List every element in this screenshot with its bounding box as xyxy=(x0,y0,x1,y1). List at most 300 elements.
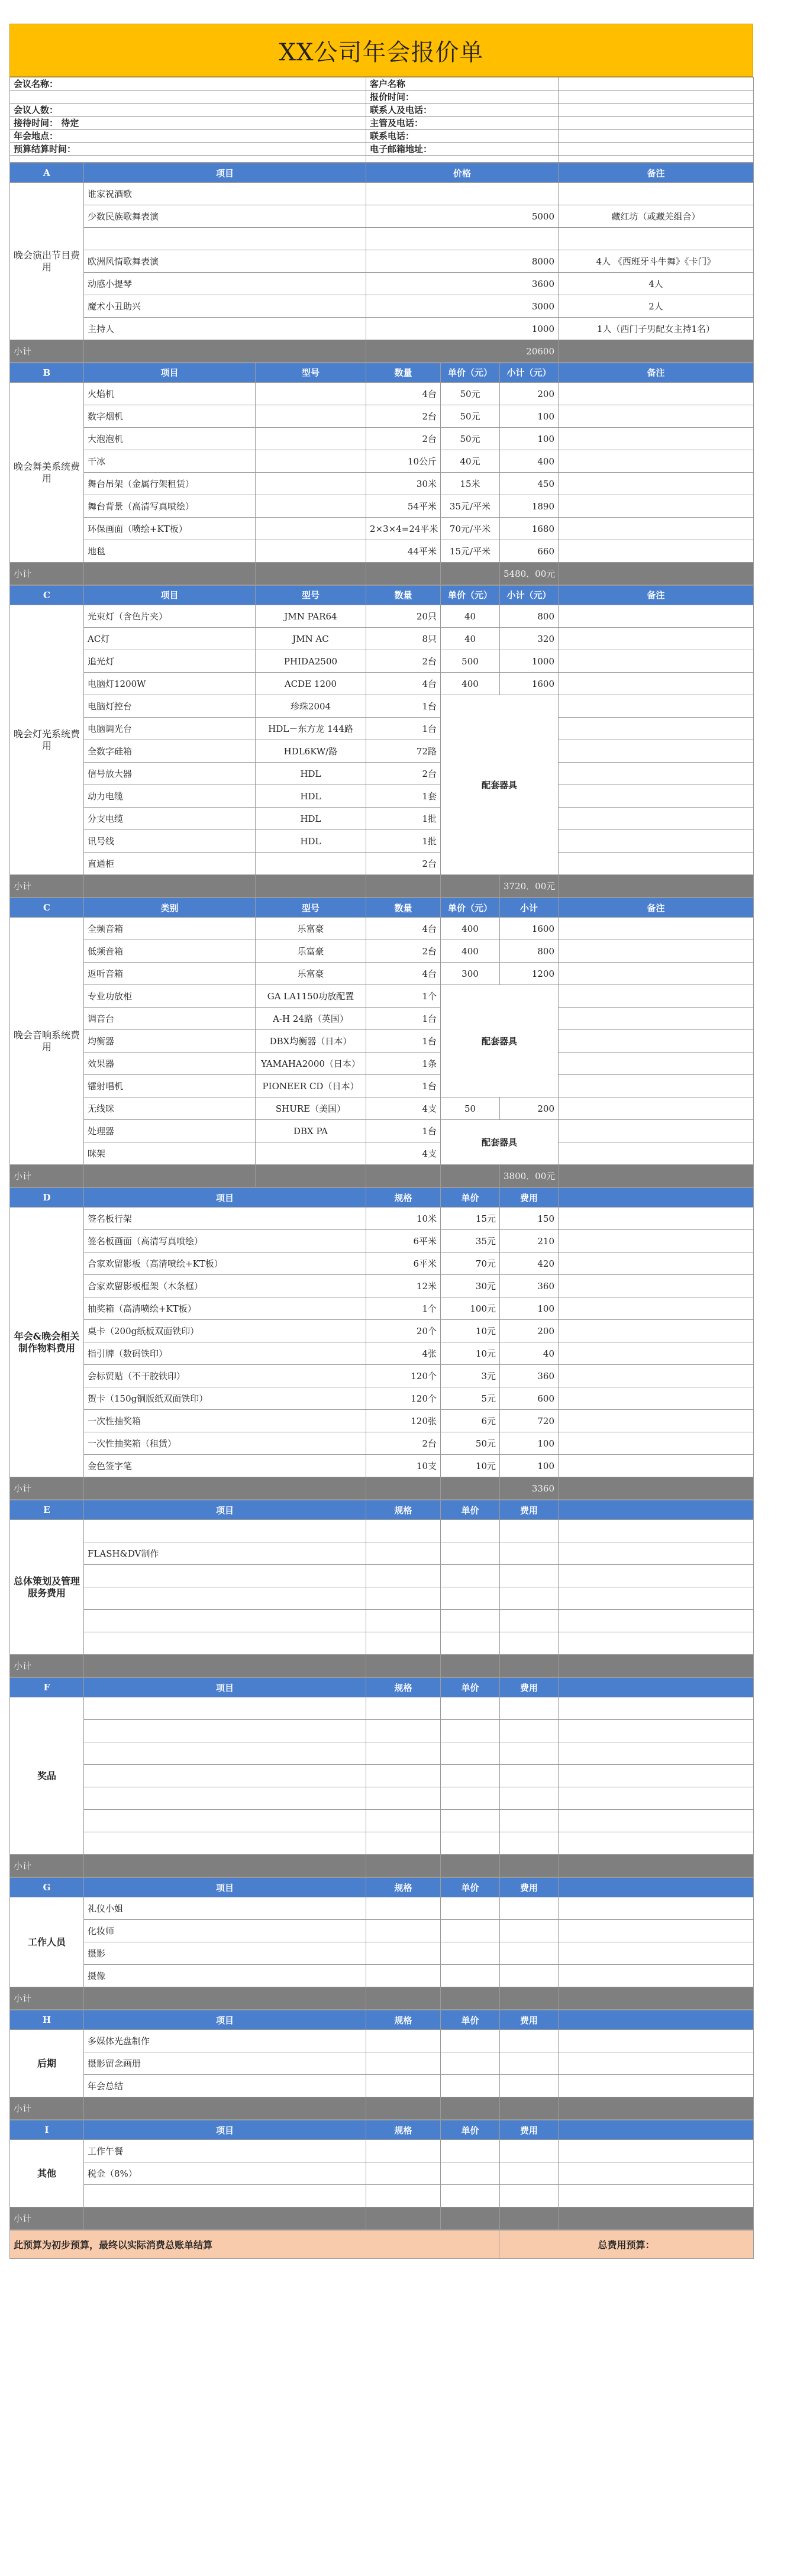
section-code: F xyxy=(10,1678,84,1697)
item-model: GA LA1150功放配置 xyxy=(256,985,366,1008)
item-note xyxy=(559,785,754,808)
col-header xyxy=(559,1678,754,1697)
item-model: 珍珠2004 xyxy=(256,695,366,718)
cell xyxy=(559,1855,754,1877)
col-header: 型号 xyxy=(256,898,366,918)
col-header: 类别 xyxy=(84,898,256,918)
table-row xyxy=(10,405,754,428)
item-spec xyxy=(366,1565,441,1587)
col-header: 数量 xyxy=(366,363,441,383)
subtotal-label: 小计 xyxy=(10,1477,84,1500)
item-cost: 360 xyxy=(500,1275,559,1297)
cell xyxy=(559,1742,754,1765)
item-spec: 120个 xyxy=(366,1387,441,1410)
item-spec xyxy=(366,1697,441,1720)
section-code: I xyxy=(10,2120,84,2140)
col-header: 规格 xyxy=(366,2120,441,2140)
table-row xyxy=(10,1897,754,1920)
info-row xyxy=(10,130,754,143)
item-spec xyxy=(366,2075,441,2097)
col-header: 备注 xyxy=(559,898,754,918)
item-name: 讯号线 xyxy=(84,830,256,853)
item-qty: 1台 xyxy=(366,718,441,740)
group-label: 晚会演出节目费用 xyxy=(10,183,84,340)
cell xyxy=(84,2207,366,2230)
table-row xyxy=(10,1253,754,1275)
subtotal-value: 3360 xyxy=(500,1477,559,1500)
item-name: 年会总结 xyxy=(84,2075,366,2097)
item-price: 5000 xyxy=(366,205,559,228)
item-name: 分支电缆 xyxy=(84,808,256,830)
subtotal-label: 小计 xyxy=(10,563,84,585)
section-code: E xyxy=(10,1500,84,1520)
col-header xyxy=(559,1500,754,1520)
item-note xyxy=(559,963,754,985)
header-row xyxy=(10,1500,754,1520)
section-e-table xyxy=(9,1500,754,1677)
item-spec xyxy=(366,2052,441,2075)
table-row xyxy=(10,1520,754,1542)
subtotal-row xyxy=(10,2207,754,2230)
item-subtotal: 1000 xyxy=(500,650,559,673)
item-note xyxy=(559,1120,754,1142)
item-model: JMN AC xyxy=(256,628,366,650)
item-name: 舞台吊架（金属行架租赁） xyxy=(84,473,256,495)
cell xyxy=(559,1230,754,1253)
table-row xyxy=(10,940,754,963)
item-qty: 4支 xyxy=(366,1142,441,1165)
item-note xyxy=(559,473,754,495)
col-header: 项目 xyxy=(84,1678,366,1697)
table-row xyxy=(10,628,754,650)
table-row xyxy=(10,740,754,763)
item-qty: 1台 xyxy=(366,1008,441,1030)
table-row xyxy=(10,1920,754,1942)
cell xyxy=(559,1587,754,1610)
cell xyxy=(559,1320,754,1342)
info-table xyxy=(9,77,754,163)
item-name: 数字烟机 xyxy=(84,405,256,428)
item-name: 谁家祝酒歌 xyxy=(84,183,366,205)
item-price xyxy=(366,183,559,205)
table-row xyxy=(10,1365,754,1387)
cell xyxy=(84,2097,366,2120)
item-cost xyxy=(500,2162,559,2185)
col-header: 费用 xyxy=(500,2010,559,2030)
table-row xyxy=(10,1632,754,1655)
note-merged: 配套器具 xyxy=(441,1120,559,1165)
item-unit-price xyxy=(441,1965,500,1987)
subtotal-row xyxy=(10,1477,754,1500)
info-row xyxy=(10,104,754,117)
total-label: 总费用预算： xyxy=(499,2230,754,2259)
item-name: 指引牌（数码铁印） xyxy=(84,1342,366,1365)
col-header: 备注 xyxy=(559,586,754,605)
col-header: 规格 xyxy=(366,2010,441,2030)
item-cost: 360 xyxy=(500,1365,559,1387)
group-label: 工作人员 xyxy=(10,1897,84,1987)
item-model xyxy=(256,428,366,450)
item-name: 舞台背景（高清写真喷绘） xyxy=(84,495,256,518)
group-label: 后期 xyxy=(10,2030,84,2097)
info-label: 客户名称 xyxy=(366,78,559,91)
item-name: 电脑灯1200W xyxy=(84,673,256,695)
item-cost: 720 xyxy=(500,1410,559,1432)
item-model: HDL xyxy=(256,763,366,785)
item-unit-price: 3元 xyxy=(441,1365,500,1387)
item-subtotal: 800 xyxy=(500,940,559,963)
info-row xyxy=(10,143,754,156)
cell xyxy=(559,1697,754,1720)
item-spec xyxy=(366,2030,441,2052)
item-unit-price xyxy=(441,2030,500,2052)
col-header: 小计（元） xyxy=(500,363,559,383)
item-unit-price: 70元 xyxy=(441,1253,500,1275)
table-row xyxy=(10,963,754,985)
subtotal-row xyxy=(10,1165,754,1187)
subtotal-label: 小计 xyxy=(10,1165,84,1187)
cell xyxy=(559,563,754,585)
cell xyxy=(559,1655,754,1677)
item-cost xyxy=(500,1742,559,1765)
table-row xyxy=(10,1208,754,1230)
info-value xyxy=(559,91,754,104)
col-header: 费用 xyxy=(500,2120,559,2140)
info-label: 联系电话： xyxy=(366,130,559,143)
cell xyxy=(84,1855,366,1877)
section-code: B xyxy=(10,363,84,383)
item-subtotal: 450 xyxy=(500,473,559,495)
item-cost xyxy=(500,2140,559,2162)
item-name: 抽奖箱（高清喷绘+KT板） xyxy=(84,1297,366,1320)
item-spec: 1个 xyxy=(366,1297,441,1320)
item-cost xyxy=(500,1565,559,1587)
item-note xyxy=(559,383,754,405)
table-row xyxy=(10,205,754,228)
col-header xyxy=(559,1188,754,1208)
table-row xyxy=(10,1075,754,1097)
item-qty: 1台 xyxy=(366,695,441,718)
cell xyxy=(559,1297,754,1320)
item-cost xyxy=(500,1632,559,1655)
item-note xyxy=(559,853,754,875)
table-row xyxy=(10,1565,754,1587)
info-value xyxy=(559,130,754,143)
item-qty: 10公斤 xyxy=(366,450,441,473)
item-model: HDL6KW/路 xyxy=(256,740,366,763)
item-unit-price xyxy=(441,1542,500,1565)
item-unit-price: 5元 xyxy=(441,1387,500,1410)
item-name: 电脑灯控台 xyxy=(84,695,256,718)
cell xyxy=(256,1165,366,1187)
subtotal-value: 3800．00元 xyxy=(500,1165,559,1187)
table-row xyxy=(10,383,754,405)
table-row xyxy=(10,273,754,295)
item-unit-price: 40元 xyxy=(441,450,500,473)
section-f-table xyxy=(9,1677,754,1877)
info-value xyxy=(559,78,754,91)
cell xyxy=(559,1897,754,1920)
col-header: 单价 xyxy=(441,1188,500,1208)
item-name: 摄像 xyxy=(84,1965,366,1987)
subtotal-label: 小计 xyxy=(10,2097,84,2120)
item-note: 1人（西门子男配女主持1名） xyxy=(559,318,754,340)
cell xyxy=(441,1855,500,1877)
item-cost xyxy=(500,1697,559,1720)
info-value xyxy=(559,117,754,130)
item-name: 火焰机 xyxy=(84,383,256,405)
item-name: 礼仪小姐 xyxy=(84,1897,366,1920)
item-unit-price: 50元 xyxy=(441,428,500,450)
cell xyxy=(559,1520,754,1542)
cell xyxy=(366,1477,441,1500)
item-subtotal: 100 xyxy=(500,428,559,450)
subtotal-value: 5480．00元 xyxy=(500,563,559,585)
cell xyxy=(366,875,441,898)
item-unit-price: 50元 xyxy=(441,383,500,405)
col-header: 单价（元） xyxy=(441,363,500,383)
table-row xyxy=(10,318,754,340)
table-row xyxy=(10,1432,754,1455)
item-unit-price xyxy=(441,1897,500,1920)
col-header: 小计 xyxy=(500,898,559,918)
item-unit-price: 35元/平米 xyxy=(441,495,500,518)
item-model: DBX均衡器（日本） xyxy=(256,1030,366,1053)
item-unit-price xyxy=(441,1697,500,1720)
table-row xyxy=(10,853,754,875)
col-header: 单价（元） xyxy=(441,898,500,918)
item-unit-price: 500 xyxy=(441,650,500,673)
header-row xyxy=(10,898,754,918)
item-cost xyxy=(500,2185,559,2207)
col-header: 价格 xyxy=(366,163,559,183)
section-code: A xyxy=(10,163,84,183)
item-unit-price xyxy=(441,1720,500,1742)
item-unit-price: 15元 xyxy=(441,1208,500,1230)
cell xyxy=(559,1632,754,1655)
item-subtotal: 1680 xyxy=(500,518,559,540)
cell xyxy=(84,563,256,585)
item-spec: 20个 xyxy=(366,1320,441,1342)
subtotal-row xyxy=(10,2097,754,2120)
item-unit-price xyxy=(441,1787,500,1810)
item-name: 签名板画面（高清写真喷绘） xyxy=(84,1230,366,1253)
col-header: 费用 xyxy=(500,1678,559,1697)
item-qty: 2台 xyxy=(366,428,441,450)
section-c-lighting-table xyxy=(9,585,754,898)
item-name: 签名板行架 xyxy=(84,1208,366,1230)
item-note xyxy=(559,405,754,428)
item-model xyxy=(256,540,366,563)
table-row xyxy=(10,1410,754,1432)
table-row xyxy=(10,228,754,250)
item-unit-price xyxy=(441,1610,500,1632)
col-header: 数量 xyxy=(366,586,441,605)
spacer xyxy=(366,156,559,163)
item-spec xyxy=(366,1542,441,1565)
header-row xyxy=(10,2010,754,2030)
item-qty: 2×3×4=24平米 xyxy=(366,518,441,540)
item-spec xyxy=(366,2162,441,2185)
group-label: 年会&晚会相关制作物料费用 xyxy=(10,1208,84,1477)
cell xyxy=(366,1165,441,1187)
group-label: 晚会舞美系统费用 xyxy=(10,383,84,563)
item-cost xyxy=(500,2052,559,2075)
table-row xyxy=(10,2030,754,2052)
table-row xyxy=(10,1720,754,1742)
info-row xyxy=(10,78,754,91)
table-row xyxy=(10,695,754,718)
cell xyxy=(366,1987,441,2010)
item-name: 摄影 xyxy=(84,1942,366,1965)
info-label: 主管及电话： xyxy=(366,117,559,130)
item-note xyxy=(559,540,754,563)
table-row xyxy=(10,1810,754,1832)
item-spec xyxy=(366,2185,441,2207)
item-note xyxy=(559,450,754,473)
item-unit-price: 6元 xyxy=(441,1410,500,1432)
table-row xyxy=(10,985,754,1008)
item-spec: 2台 xyxy=(366,1432,441,1455)
item-cost: 420 xyxy=(500,1253,559,1275)
cell xyxy=(559,1342,754,1365)
cell xyxy=(559,1253,754,1275)
table-row xyxy=(10,1787,754,1810)
footer-table xyxy=(9,2230,754,2259)
table-row xyxy=(10,763,754,785)
item-name xyxy=(84,1787,366,1810)
cell xyxy=(559,1275,754,1297)
item-cost xyxy=(500,1765,559,1787)
item-unit-price xyxy=(441,2052,500,2075)
footer-note: 此预算为初步预算，最终以实际消费总账单结算 xyxy=(10,2230,499,2259)
item-unit-price: 50元 xyxy=(441,1432,500,1455)
item-qty: 4台 xyxy=(366,918,441,940)
item-qty: 72路 xyxy=(366,740,441,763)
item-name: 大泡泡机 xyxy=(84,428,256,450)
item-name: 镭射唱机 xyxy=(84,1075,256,1097)
item-qty: 1台 xyxy=(366,1075,441,1097)
col-header: 费用 xyxy=(500,1500,559,1520)
cell xyxy=(559,2140,754,2162)
cell xyxy=(559,1542,754,1565)
cell xyxy=(559,2052,754,2075)
item-spec xyxy=(366,1610,441,1632)
item-unit-price: 40 xyxy=(441,628,500,650)
item-model xyxy=(256,1142,366,1165)
cell xyxy=(559,1765,754,1787)
header-row xyxy=(10,1878,754,1897)
item-spec xyxy=(366,1587,441,1610)
cell xyxy=(366,1855,441,1877)
item-spec xyxy=(366,2140,441,2162)
item-unit-price xyxy=(441,1565,500,1587)
item-name: 调音台 xyxy=(84,1008,256,1030)
item-note: 4人 《西班牙斗牛舞》《卡门》 xyxy=(559,250,754,273)
header-row xyxy=(10,363,754,383)
note-merged: 配套器具 xyxy=(441,985,559,1097)
table-row xyxy=(10,808,754,830)
item-subtotal: 1200 xyxy=(500,963,559,985)
item-name: 动力电缆 xyxy=(84,785,256,808)
table-row xyxy=(10,495,754,518)
info-label: 会议名称： xyxy=(10,78,366,91)
item-cost xyxy=(500,2075,559,2097)
item-cost xyxy=(500,1610,559,1632)
item-spec xyxy=(366,1787,441,1810)
item-name: 全数字硅箱 xyxy=(84,740,256,763)
item-spec: 10支 xyxy=(366,1455,441,1477)
item-name: 光束灯（含色片夹） xyxy=(84,605,256,628)
table-row xyxy=(10,428,754,450)
item-name: 专业功放柜 xyxy=(84,985,256,1008)
item-unit-price: 50元 xyxy=(441,405,500,428)
item-cost xyxy=(500,2030,559,2052)
item-note xyxy=(559,183,754,205)
item-name: 化妆师 xyxy=(84,1920,366,1942)
item-qty: 8只 xyxy=(366,628,441,650)
table-row xyxy=(10,1742,754,1765)
item-note xyxy=(559,228,754,250)
cell xyxy=(559,2185,754,2207)
table-row xyxy=(10,1142,754,1165)
header-row xyxy=(10,2120,754,2140)
item-model: HDL xyxy=(256,830,366,853)
item-model: A-H 24路（英国） xyxy=(256,1008,366,1030)
item-unit-price: 400 xyxy=(441,940,500,963)
cell xyxy=(559,2075,754,2097)
cell xyxy=(559,1165,754,1187)
col-header: 单价 xyxy=(441,1500,500,1520)
info-label: 接待时间： 待定 xyxy=(10,117,366,130)
item-unit-price: 10元 xyxy=(441,1455,500,1477)
subtotal-row xyxy=(10,875,754,898)
item-unit-price xyxy=(441,1810,500,1832)
item-note xyxy=(559,918,754,940)
item-model xyxy=(256,853,366,875)
item-name: AC灯 xyxy=(84,628,256,650)
item-name: 一次性抽奖箱 xyxy=(84,1410,366,1432)
item-spec: 120张 xyxy=(366,1410,441,1432)
col-header: 项目 xyxy=(84,2010,366,2030)
header-row xyxy=(10,1678,754,1697)
item-name: 环保画面（喷绘+KT板） xyxy=(84,518,256,540)
section-i-table xyxy=(9,2120,754,2230)
item-name: 地毯 xyxy=(84,540,256,563)
item-unit-price: 40 xyxy=(441,605,500,628)
item-model: PIONEER CD（日本） xyxy=(256,1075,366,1097)
item-cost xyxy=(500,1587,559,1610)
item-subtotal: 1890 xyxy=(500,495,559,518)
subtotal-row xyxy=(10,1655,754,1677)
item-price: 1000 xyxy=(366,318,559,340)
item-spec xyxy=(366,1920,441,1942)
table-row xyxy=(10,295,754,318)
item-note xyxy=(559,495,754,518)
item-cost xyxy=(500,1542,559,1565)
info-label: 预算结算时间： xyxy=(10,143,366,156)
item-name: 干冰 xyxy=(84,450,256,473)
col-header xyxy=(559,2010,754,2030)
table-row xyxy=(10,518,754,540)
item-subtotal: 800 xyxy=(500,605,559,628)
col-header: 费用 xyxy=(500,1188,559,1208)
subtotal-label: 小计 xyxy=(10,1987,84,2010)
item-subtotal: 1600 xyxy=(500,673,559,695)
item-name xyxy=(84,1565,366,1587)
item-unit-price xyxy=(441,1832,500,1855)
item-note xyxy=(559,740,754,763)
